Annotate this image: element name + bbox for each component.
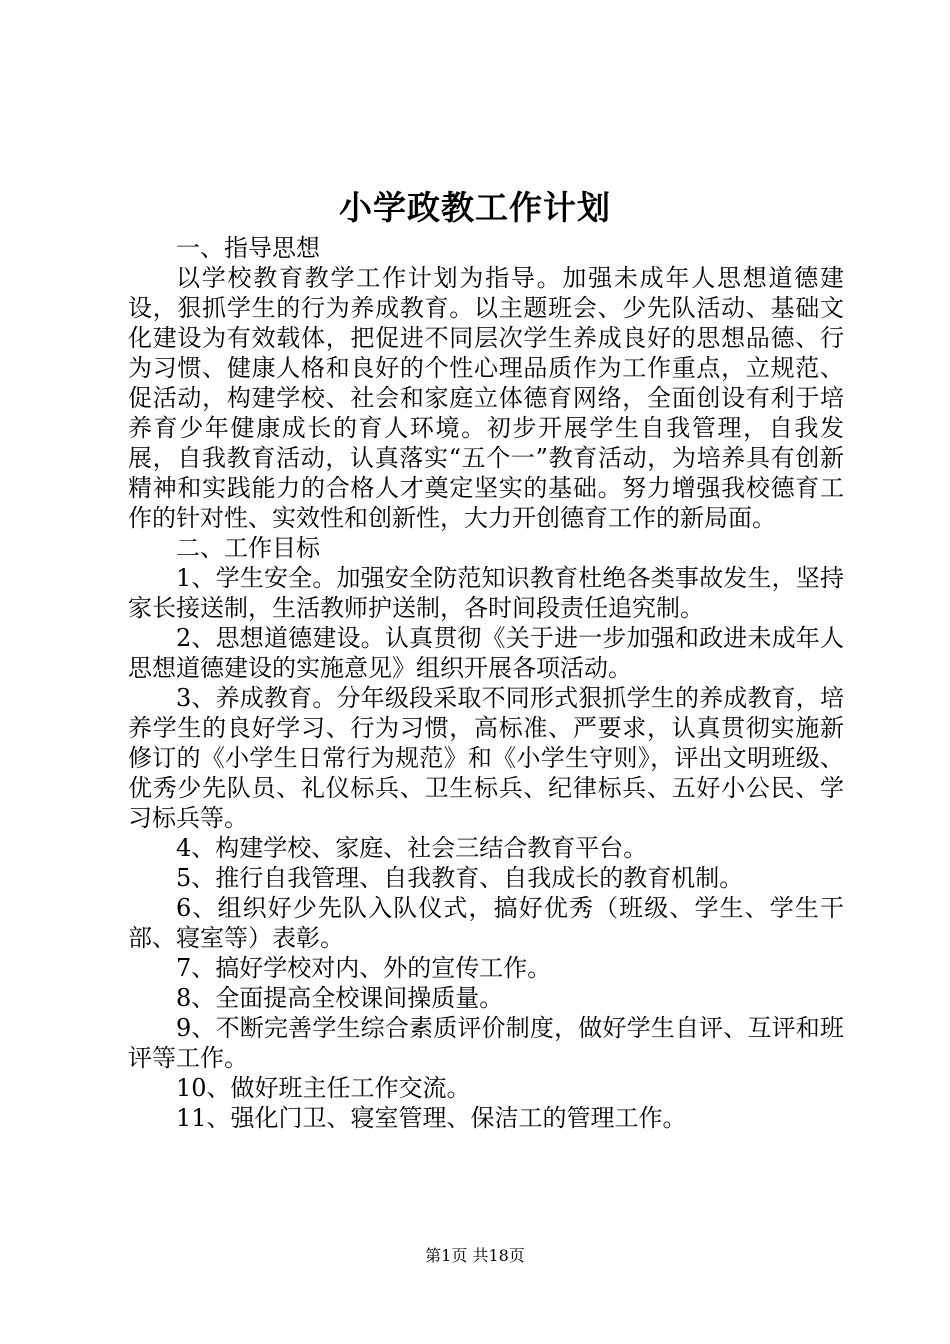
list-item: 4、构建学校、家庭、社会三结合教育平台。 (176, 834, 648, 862)
list-item: 11、强化门卫、寝室管理、保洁工的管理工作。 (176, 1104, 687, 1132)
list-item: 6、组织好少先队入队仪式，搞好优秀（班级、学生、学生干部、寝室等）表彰。 (128, 894, 844, 952)
document-body (128, 233, 844, 1133)
list-item: 9、不断完善学生综合素质评价制度，做好学生自评、互评和班评等工作。 (128, 1014, 844, 1072)
list-item: 5、推行自我管理、自我教育、自我成长的教育机制。 (176, 864, 744, 892)
list-item: 1、学生安全。加强安全防范知识教育杜绝各类事故发生，坚持家长接送制，生活教师护送制，各时间段责任追究制。 (128, 564, 844, 622)
paragraph: 以学校教育教学工作计划为指导。加强未成年人思想道德建设，狠抓学生的行为养成教育。以主题班会、少先队活动、基础文化建设为有效载体，把促进不同层次学生养成良好的思想品德、行为习惯、健康人格和良好的个性心理品质作为工作重点，立规范、促活动，构建学校、社会和家庭立体德育网络，全面创设有利于培养育少年健康成长的育人环境。初步开展学生自我管理，自我发展，自我教育活动，认真落实“五个一”教育活动，为培养具有创新精神和实践能力的合格人才奠定坚实的基础。努力增强我校德育工作的针对性、实效性和创新性，大力开创德育工作的新局面。 (128, 264, 844, 532)
list-item: 10、做好班主任工作交流。 (176, 1074, 471, 1102)
section-heading: 一、指导思想 (176, 234, 320, 262)
document-title: 小学政教工作计划 (339, 188, 611, 227)
list-item: 3、养成教育。分年级段采取不同形式狠抓学生的养成教育，培养学生的良好学习、行为习惯，高标准、严要求，认真贯彻实施新修订的《小学生日常行为规范》和《小学生守则》，评出文明班级、优秀少先队员、礼仪标兵、卫生标兵、纪律标兵、五好小公民、学习标兵等。 (128, 684, 844, 832)
section-heading: 二、工作目标 (176, 534, 320, 562)
list-item: 7、搞好学校对内、外的宣传工作。 (176, 954, 552, 982)
list-item: 8、全面提高全校课间操质量。 (176, 984, 504, 1012)
page-number-footer: 第1页 共18页 (425, 1246, 525, 1265)
list-item: 2、思想道德建设。认真贯彻《关于进一步加强和政进未成年人思想道德建设的实施意见》组织开展各项活动。 (128, 624, 844, 682)
